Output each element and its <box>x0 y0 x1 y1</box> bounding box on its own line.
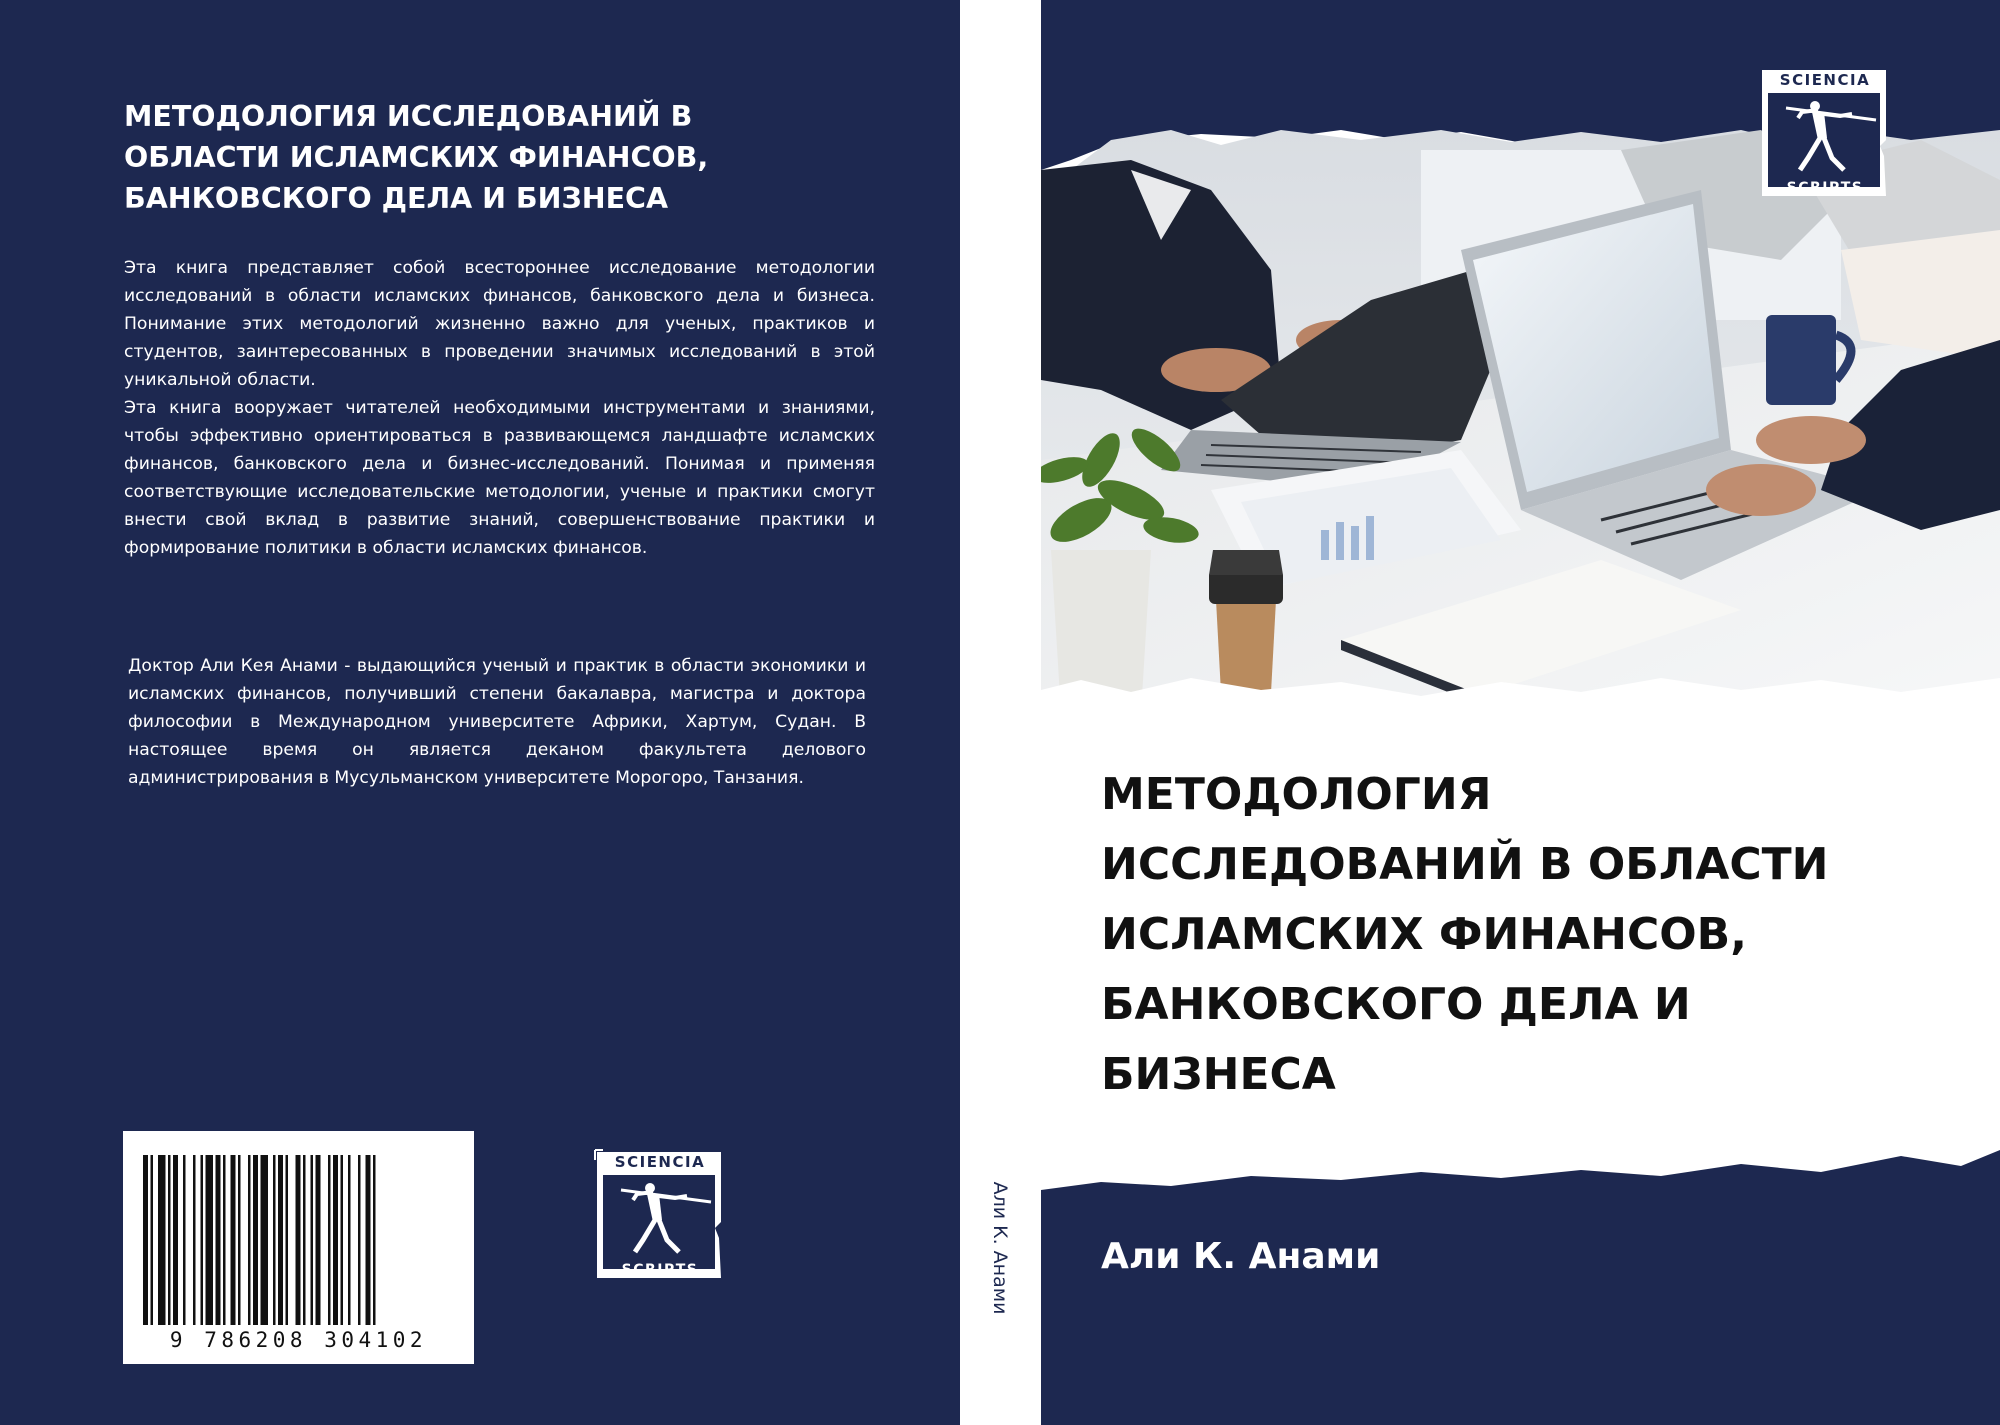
barcode-bar <box>253 1155 258 1325</box>
barcode-bar <box>216 1155 221 1325</box>
barcode-bar <box>328 1155 331 1325</box>
barcode-bar <box>333 1155 338 1325</box>
barcode-bar <box>143 1155 148 1325</box>
barcode-bar <box>341 1155 344 1325</box>
front-title-line: ИСЛАМСКИХ ФИНАНСОВ, <box>1101 909 1747 960</box>
publisher-logo-back <box>593 1148 727 1282</box>
barcode-bar <box>348 1155 351 1325</box>
isbn-barcode <box>123 1131 474 1364</box>
barcode-bar <box>158 1155 166 1325</box>
logo-text-top: SCIENCIA <box>614 1153 706 1171</box>
back-title-line: ОБЛАСТИ ИСЛАМСКИХ ФИНАНСОВ, <box>124 141 709 174</box>
barcode-bar <box>316 1155 321 1325</box>
barcode-bar <box>183 1155 186 1325</box>
barcode-bar <box>248 1155 251 1325</box>
publisher-logo-front <box>1758 66 1892 200</box>
barcode-bar <box>286 1155 289 1325</box>
front-title-line: ИССЛЕДОВАНИЙ В ОБЛАСТИ <box>1101 839 1829 890</box>
barcode-bar <box>206 1155 214 1325</box>
barcode-bar <box>358 1155 361 1325</box>
front-title-line: МЕТОДОЛОГИЯ <box>1101 769 1492 820</box>
barcode-bar <box>261 1155 269 1325</box>
back-cover <box>0 0 960 1425</box>
description-paragraph: Эта книга вооружает читателей необходимыми инструментами и знаниями, чтобы эффективно ориентироваться в развивающемся ландшафте исламских финансов, банковского дела и бизнес-исследований. Понимая и применяя соответствующие исследовательские методологии, ученые и практики смогут внести свой вклад в развитие знаний, совершенствование практики и формирование политики в области исламских финансов. <box>124 398 875 558</box>
logo-text-top: SCIENCIA <box>1779 71 1871 89</box>
barcode-bar <box>238 1155 241 1325</box>
front-title-line: БАНКОВСКОГО ДЕЛА И <box>1101 979 1691 1030</box>
barcode-bar <box>311 1155 314 1325</box>
spine-author: Али К. Анами <box>989 1181 1011 1315</box>
barcode-bar <box>373 1155 376 1325</box>
barcode-bar <box>296 1155 301 1325</box>
back-cover-title <box>124 96 884 219</box>
barcode-bar <box>223 1155 226 1325</box>
barcode-bar <box>278 1155 283 1325</box>
barcode-bar <box>168 1155 171 1325</box>
back-title-line: БАНКОВСКОГО ДЕЛА И БИЗНЕСА <box>124 182 669 215</box>
isbn-number: 9 786208 304102 <box>169 1328 428 1352</box>
front-cover-author: Али К. Анами <box>1101 1236 1381 1277</box>
barcode-bar <box>366 1155 371 1325</box>
logo-text-bottom: SCRIPTS <box>621 1262 699 1278</box>
barcode-bar <box>273 1155 276 1325</box>
front-cover-title <box>1101 760 1961 1110</box>
barcode-bar <box>303 1155 306 1325</box>
description-paragraph: Эта книга представляет собой всестороннее исследование методологии исследований в области исламских финансов, банковского дела и бизнеса. Понимание этих методологий жизненно важно для ученых, практиков и студентов, заинтересованных в проведении значимых исследований в этой уникальной области. <box>124 258 875 390</box>
front-title-line: БИЗНЕСА <box>1101 1049 1336 1100</box>
author-navy-band <box>1041 1150 2000 1425</box>
barcode-bar <box>201 1155 204 1325</box>
back-title-line: МЕТОДОЛОГИЯ ИССЛЕДОВАНИЙ В <box>124 100 693 133</box>
office-desk-laptops-photo <box>1041 130 2000 713</box>
logo-text-bottom: SCRIPTS <box>1786 180 1864 196</box>
barcode-bar <box>151 1155 154 1325</box>
author-bio: Доктор Али Кея Анами - выдающийся ученый и практик в области экономики и исламских финансов, получивший степени бакалавра, магистра и доктора философии в Международном университете Африки, Хартум, Судан. В настоящее время он является деканом факультета делового администрирования в Мусульманском университете Морогоро, Танзания. <box>128 656 866 788</box>
barcode-bar <box>173 1155 178 1325</box>
barcode-bar <box>231 1155 236 1325</box>
barcode-bar <box>193 1155 196 1325</box>
back-cover-description <box>124 254 875 562</box>
barcode-bars <box>143 1155 453 1325</box>
